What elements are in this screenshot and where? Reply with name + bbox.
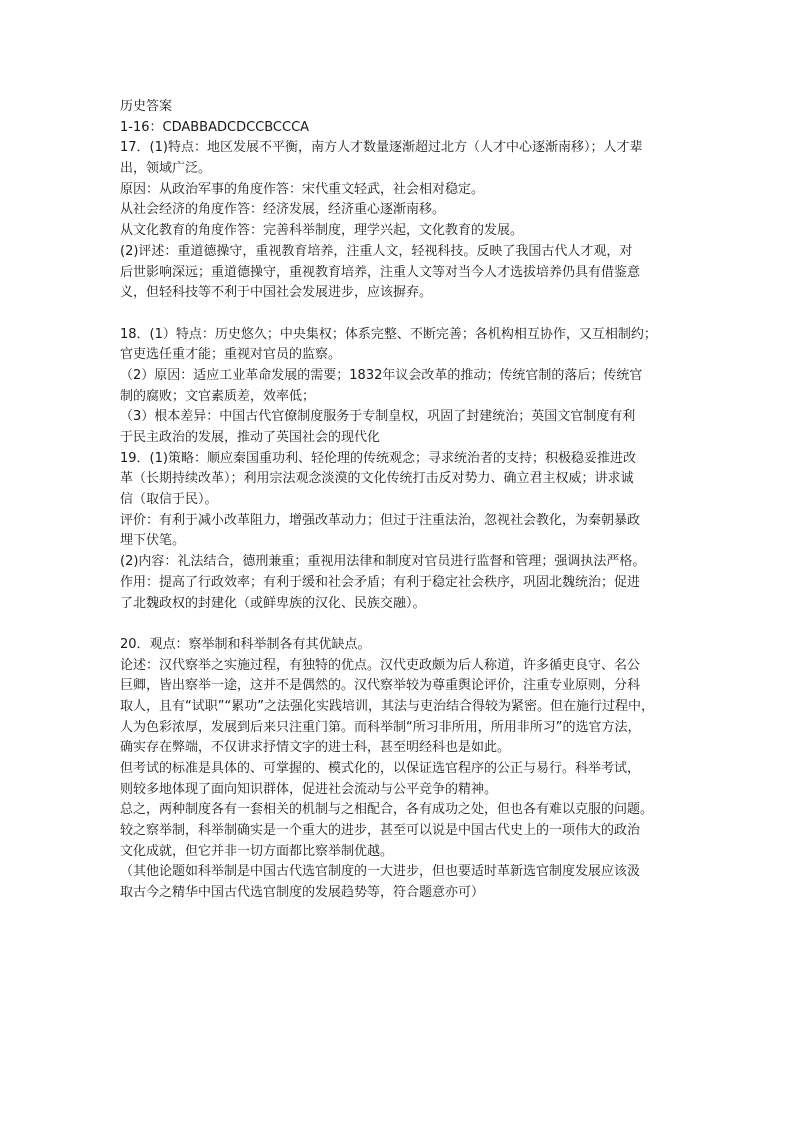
- answer-line: (2)内容：礼法结合，德刑兼重；重视用法律和制度对官员进行监督和管理；强调执法严格。: [120, 554, 646, 570]
- answer-body: [120, 118, 685, 904]
- answer-line: 从文化教育的角度作答：完善科举制度，理学兴起，文化教育的发展。: [120, 223, 524, 239]
- answer-line: (2)评述：重道德操守，重视教育培养，注重人文，轻视科技。反映了我国古代人才观，对: [120, 243, 633, 259]
- answer-line: 埋下伏笔。: [120, 533, 186, 549]
- answer-line: 但考试的标准是具体的、可掌握的、模式化的，以保证选官程序的公正与易行。科举考试，: [120, 761, 641, 776]
- answer-line: 义，但轻科技等不利于中国社会发展进步，应该摒弃。: [120, 285, 433, 301]
- answer-line: 信（取信于民）。: [120, 492, 218, 508]
- answer-line: 18．(1）特点：历史悠久；中央集权；体系完整、不断完善；各机构相互协作，又互相制约；: [120, 326, 657, 342]
- answer-line: （2）原因：适应工业革命发展的需要；1832年议会改革的推动；传统官制的落后；传统官: [120, 367, 643, 383]
- answer-line: 出，领域广泛。: [120, 161, 212, 177]
- answer-line: 巨卿，皆出察举一途，这并不是偶然的。汉代察举较为尊重舆论评价，注重专业原则，分科: [120, 678, 641, 694]
- answer-line: （3）根本差异：中国古代官僚制度服务于专制皇权，巩固了封建统治；英国文官制度有利: [120, 409, 636, 425]
- document-title: 历史答案: [120, 99, 173, 114]
- answer-line: 作用：提高了行政效率；有利于缓和社会矛盾；有利于稳定社会秩序，巩固北魏统治；促进: [120, 574, 641, 590]
- answer-line: 于民主政治的发展，推动了英国社会的现代化: [120, 430, 381, 445]
- answer-line: 确实存在弊端，不仅讲求抒情文字的进士科，甚至明经科也是如此。: [120, 740, 511, 756]
- answer-line: 了北魏政权的封建化（或鲜卑族的汉化、民族交融）。: [120, 595, 426, 611]
- answer-line: （其他论题如科举制是中国古代选官制度的一大进步，但也要适时革新选官制度发展应该汲: [120, 864, 641, 880]
- answer-line: 20．观点：察举制和科举制各有其优缺点。: [120, 636, 371, 652]
- answer-line: 取人，且有“试职”“累功”之法强化实践培训，其法与吏治结合得较为紧密。但在施行过程中，: [120, 698, 654, 714]
- answer-line: 论述：汉代察举之实施过程，有独特的优点。汉代吏政颇为后人称道，许多循吏良守、名公: [120, 657, 641, 673]
- answer-line: 后世影响深远；重道德操守，重视教育培养，注重人文等对当今人才选拔培养仍具有借鉴意: [120, 264, 641, 280]
- answer-line: 总之，两种制度各有一套相关的机制与之相配合，各有成功之处，但也各有难以克服的问题。: [120, 802, 654, 818]
- answer-line: 则较多地体现了面向知识群体，促进社会流动与公平竞争的精神。: [120, 781, 498, 797]
- answer-line: 革（长期持续改革）；利用宗法观念淡漠的文化传统打击反对势力、确立君主权威；讲求诚: [120, 471, 634, 487]
- answer-line: 从社会经济的角度作答：经济发展，经济重心逐渐南移。: [120, 202, 446, 218]
- answer-line: 1-16：CDABBADCDCCBCCCA: [120, 119, 310, 135]
- answer-line: 19．(1)策略：顺应秦国重功利、轻伦理的传统观念；寻求统治者的支持；积极稳妥推进改: [120, 450, 636, 466]
- answer-line: 取古今之精华中国古代选官制度的发展趋势等，符合题意亦可）: [120, 885, 485, 901]
- blank-line: [120, 304, 685, 325]
- answer-line: 人为色彩浓厚，发展到后来只注重门第。而科举制“所习非所用，所用非所习”的选官方法，: [120, 719, 641, 735]
- answer-document: [120, 97, 685, 904]
- answer-line: 官吏选任重才能；重视对官员的监察。: [120, 347, 342, 363]
- answer-line: 较之察举制，科举制确实是一个重大的进步，甚至可以说是中国古代史上的一项伟大的政治: [120, 823, 641, 839]
- answer-line: 17．(1)特点：地区发展不平衡，南方人才数量逐渐超过北方（人才中心逐渐南移）；人才辈: [120, 140, 643, 156]
- answer-line: 制的腐败；文官素质差，效率低；: [120, 388, 316, 404]
- answer-line: 文化成就，但它并非一切方面都比察举制优越。: [120, 843, 394, 859]
- blank-line: [120, 614, 685, 635]
- answer-line: 评价：有利于减小改革阻力，增强改革动力；但过于注重法治，忽视社会教化，为秦朝暴政: [120, 512, 641, 528]
- answer-line: 原因：从政治军事的角度作答：宋代重文轻武，社会相对稳定。: [120, 181, 485, 197]
